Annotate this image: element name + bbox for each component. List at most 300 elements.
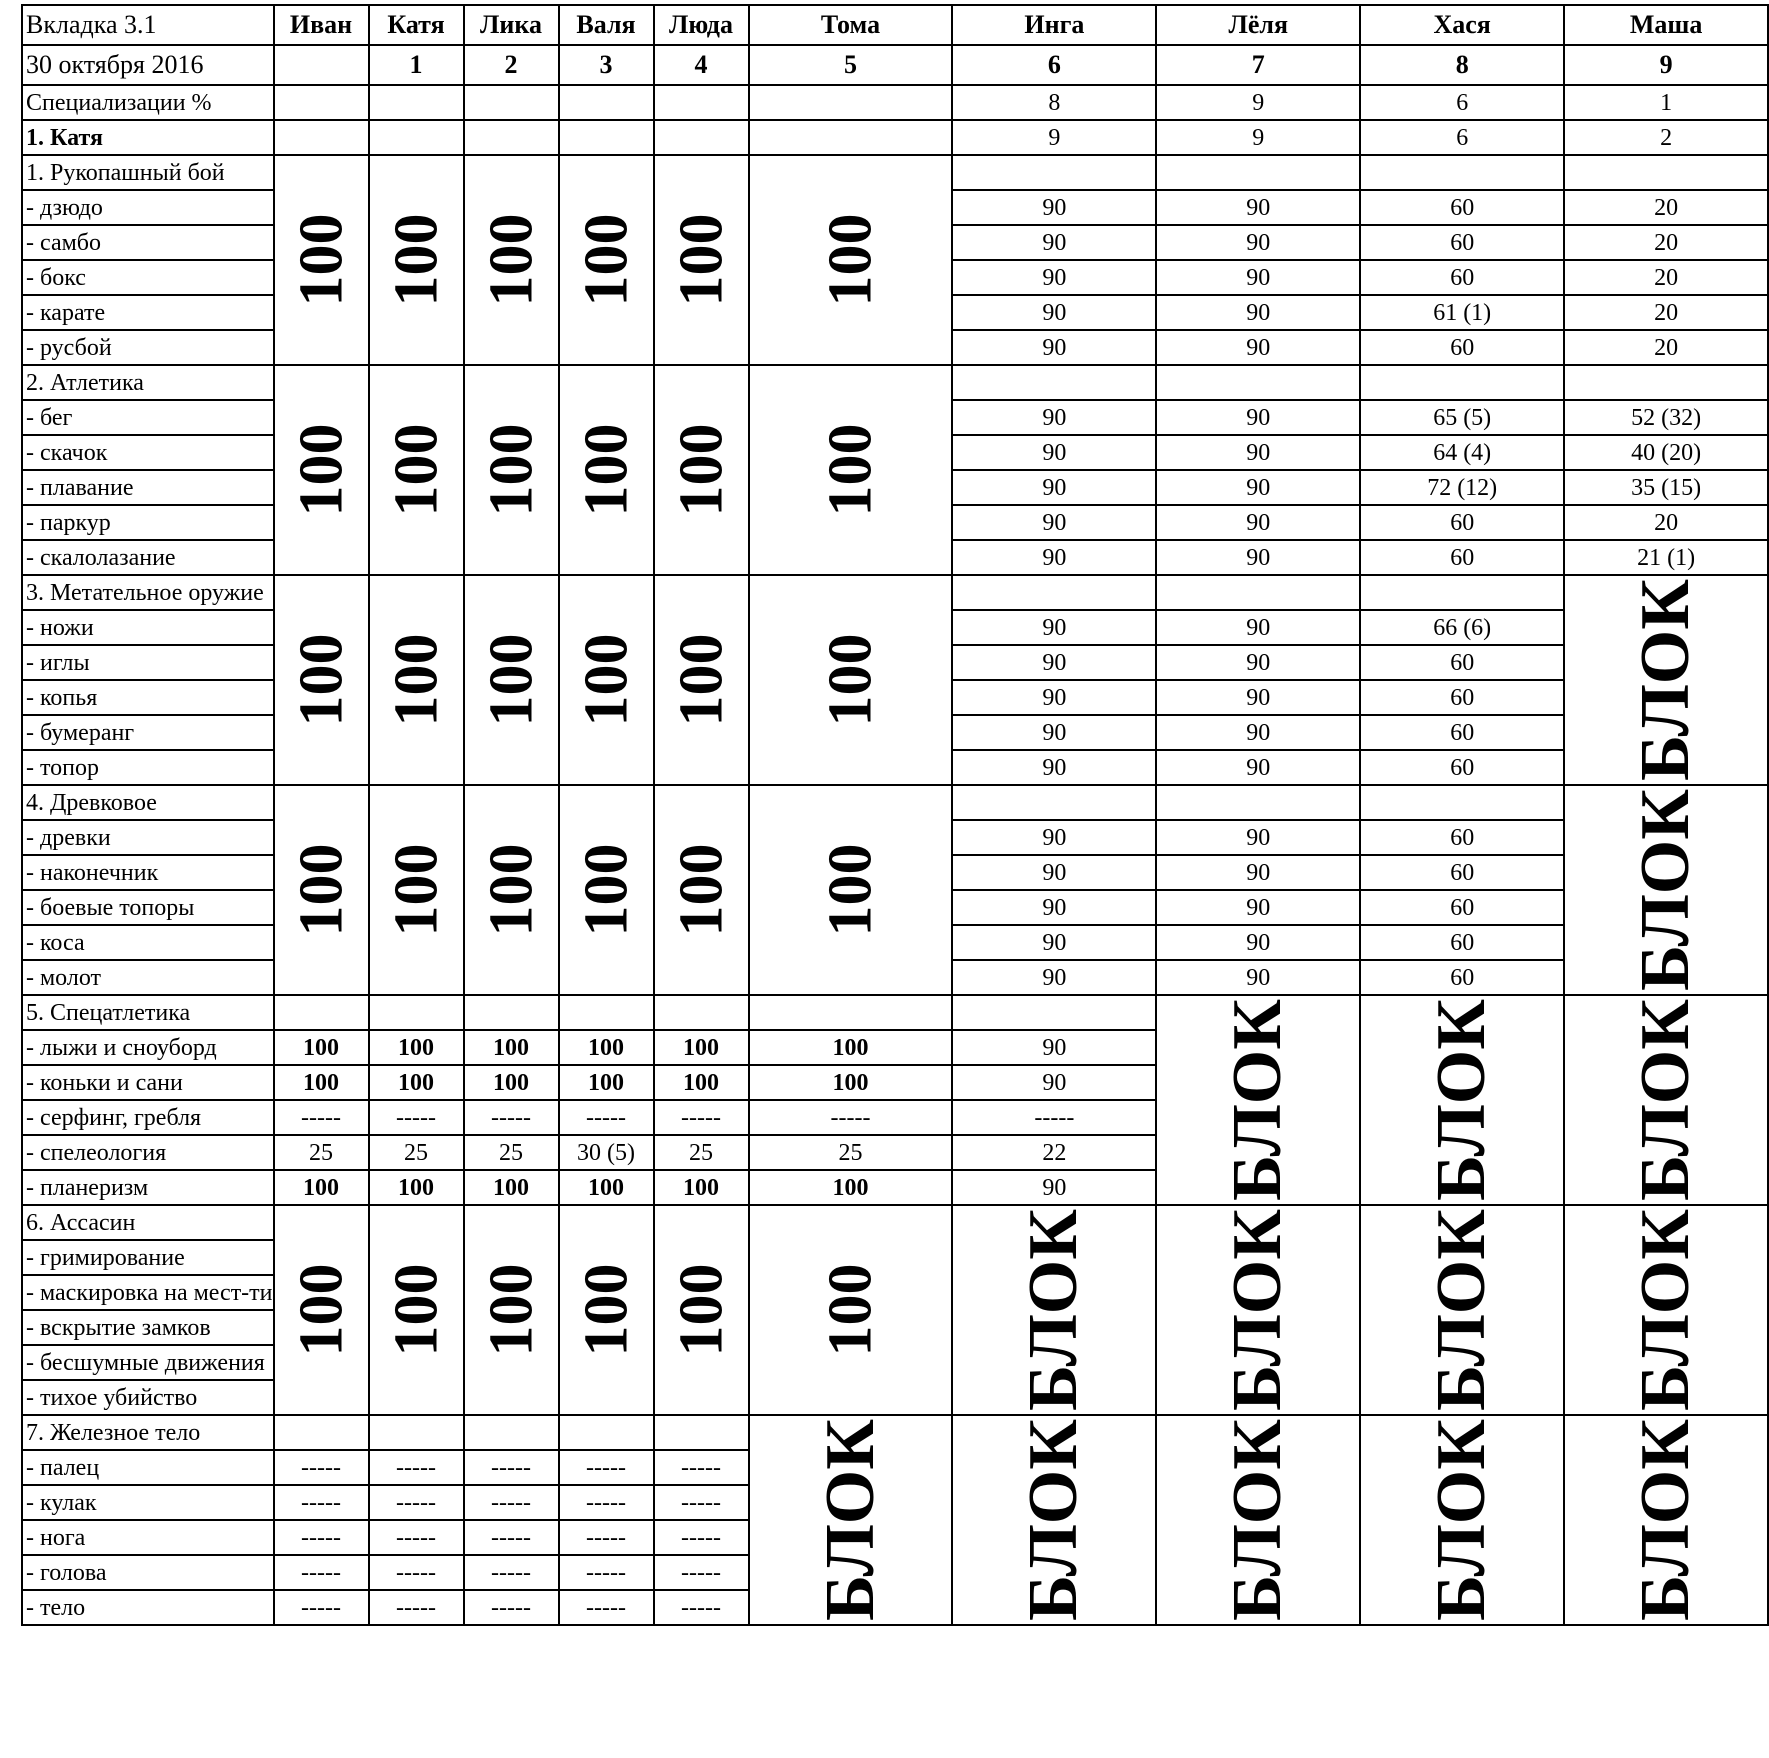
merged-cell [654, 575, 749, 785]
skill-label: - бег [22, 400, 274, 435]
spec-value [274, 85, 369, 120]
empty-cell [1360, 155, 1564, 190]
dash-value: ----- [559, 1555, 654, 1590]
blocked-cell [749, 1415, 953, 1625]
blocked-cell [1156, 1205, 1360, 1415]
empty-cell [274, 995, 369, 1030]
merged-cell [464, 155, 559, 365]
full-value: 100 [667, 213, 736, 307]
blocked-cell [1564, 575, 1768, 785]
header-name: Иван [274, 5, 369, 45]
skill-value: 100 [369, 1065, 464, 1100]
skill-label: - бумеранг [22, 715, 274, 750]
skill-value: ----- [274, 1100, 369, 1135]
skill-value: 90 [952, 540, 1156, 575]
skill-label: - плавание [22, 470, 274, 505]
merged-cell [464, 365, 559, 575]
skill-value: 60 [1360, 505, 1564, 540]
blocked-cell [1564, 1205, 1768, 1415]
skill-label: - древки [22, 820, 274, 855]
blocked-label: БЛОК [1627, 999, 1705, 1201]
skill-value: 25 [274, 1135, 369, 1170]
full-value: 100 [382, 843, 451, 937]
empty-cell [369, 1415, 464, 1450]
skill-label: - коса [22, 925, 274, 960]
skill-value: 90 [952, 505, 1156, 540]
header-name: Маша [1564, 5, 1768, 45]
empty-cell [369, 995, 464, 1030]
dash-value: ----- [274, 1485, 369, 1520]
dash-value: ----- [369, 1450, 464, 1485]
skill-value: 100 [654, 1030, 749, 1065]
empty-cell [1156, 785, 1360, 820]
spec-value: 8 [952, 85, 1156, 120]
katya-value [654, 120, 749, 155]
header-name: Катя [369, 5, 464, 45]
blocked-label: БЛОК [1423, 999, 1501, 1201]
skill-label: - копья [22, 680, 274, 715]
full-value: 100 [287, 633, 356, 727]
empty-cell [952, 995, 1156, 1030]
katya-value: 2 [1564, 120, 1768, 155]
skill-value: 90 [1156, 470, 1360, 505]
header-number: 3 [559, 45, 654, 85]
blocked-cell [1156, 1415, 1360, 1625]
skill-value: 90 [952, 890, 1156, 925]
skill-value: 20 [1564, 225, 1768, 260]
skill-value: 90 [952, 855, 1156, 890]
skill-value: 100 [274, 1170, 369, 1205]
skill-value: 90 [1156, 190, 1360, 225]
table-row [22, 1205, 1768, 1240]
empty-cell [1156, 155, 1360, 190]
table-row [22, 1415, 1768, 1450]
empty-cell [654, 995, 749, 1030]
blocked-cell [1360, 1415, 1564, 1625]
skill-value: 90 [952, 1065, 1156, 1100]
skill-value: 90 [952, 435, 1156, 470]
blocked-label: БЛОК [1627, 1419, 1705, 1621]
full-value: 100 [477, 213, 546, 307]
table-row [22, 45, 1768, 85]
skill-value: 22 [952, 1135, 1156, 1170]
full-value: 100 [382, 423, 451, 517]
dash-value: ----- [369, 1520, 464, 1555]
skill-value: 90 [952, 330, 1156, 365]
skill-value: 60 [1360, 330, 1564, 365]
blocked-cell [1564, 995, 1768, 1205]
skill-value: 90 [1156, 435, 1360, 470]
skill-value: 66 (6) [1360, 610, 1564, 645]
section-title: 3. Метательное оружие [22, 575, 274, 610]
merged-cell [559, 1205, 654, 1415]
merged-cell [369, 155, 464, 365]
merged-cell [274, 1205, 369, 1415]
empty-cell [1156, 575, 1360, 610]
table-row [22, 785, 1768, 820]
skill-value: 100 [369, 1170, 464, 1205]
merged-cell [369, 785, 464, 995]
empty-cell [464, 995, 559, 1030]
section-title: 1. Рукопашный бой [22, 155, 274, 190]
full-value: 100 [667, 843, 736, 937]
skill-value: 20 [1564, 295, 1768, 330]
skill-label: - русбой [22, 330, 274, 365]
skill-value: 64 (4) [1360, 435, 1564, 470]
blocked-label: БЛОК [1219, 1419, 1297, 1621]
merged-cell [749, 1205, 953, 1415]
skill-value: 90 [1156, 505, 1360, 540]
skill-label: - наконечник [22, 855, 274, 890]
skill-value: 60 [1360, 190, 1564, 225]
empty-cell [952, 365, 1156, 400]
merged-cell [749, 575, 953, 785]
skill-value: 40 (20) [1564, 435, 1768, 470]
skill-value: 90 [952, 715, 1156, 750]
dash-value: ----- [654, 1590, 749, 1625]
full-value: 100 [382, 213, 451, 307]
skill-value: 100 [464, 1170, 559, 1205]
katya-value [559, 120, 654, 155]
merged-cell [369, 575, 464, 785]
skill-value: 90 [1156, 330, 1360, 365]
skill-label: - кулак [22, 1485, 274, 1520]
merged-cell [654, 785, 749, 995]
dash-value: ----- [559, 1590, 654, 1625]
dash-value: ----- [464, 1555, 559, 1590]
skill-value: 90 [1156, 260, 1360, 295]
skill-value: 90 [1156, 750, 1360, 785]
skill-value: 60 [1360, 715, 1564, 750]
section-title: 5. Спецатлетика [22, 995, 274, 1030]
merged-cell [464, 785, 559, 995]
full-value: 100 [382, 633, 451, 727]
merged-cell [559, 785, 654, 995]
full-value: 100 [572, 213, 641, 307]
dash-value: ----- [654, 1450, 749, 1485]
empty-cell [654, 1415, 749, 1450]
skill-label: - лыжи и сноуборд [22, 1030, 274, 1065]
dash-value: ----- [369, 1590, 464, 1625]
skill-value: 60 [1360, 225, 1564, 260]
merged-cell [274, 575, 369, 785]
spec-value [749, 85, 953, 120]
skill-label: - топор [22, 750, 274, 785]
skill-label: - ножи [22, 610, 274, 645]
dash-value: ----- [274, 1520, 369, 1555]
empty-cell [952, 155, 1156, 190]
header-number: 4 [654, 45, 749, 85]
header-name: Хася [1360, 5, 1564, 45]
skill-value: 90 [952, 750, 1156, 785]
header-number: 8 [1360, 45, 1564, 85]
full-value: 100 [382, 1263, 451, 1357]
merged-cell [559, 155, 654, 365]
merged-cell [464, 575, 559, 785]
skill-value: 90 [952, 1030, 1156, 1065]
skill-value: ----- [654, 1100, 749, 1135]
skill-value: 20 [1564, 260, 1768, 295]
blocked-cell [1360, 1205, 1564, 1415]
dash-value: ----- [464, 1590, 559, 1625]
skill-value: 100 [559, 1065, 654, 1100]
header-name: Лёля [1156, 5, 1360, 45]
dash-value: ----- [559, 1450, 654, 1485]
skill-label: - бесшумные движения [22, 1345, 274, 1380]
full-value: 100 [667, 1263, 736, 1357]
skill-value: 90 [952, 400, 1156, 435]
merged-cell [654, 155, 749, 365]
table-row [22, 120, 1768, 155]
skill-label: - тихое убийство [22, 1380, 274, 1415]
table-row [22, 365, 1768, 400]
skill-value: 20 [1564, 190, 1768, 225]
blocked-label: БЛОК [1423, 1419, 1501, 1621]
header-number: 5 [749, 45, 953, 85]
merged-cell [369, 365, 464, 575]
full-value: 100 [287, 213, 356, 307]
skill-value: ----- [559, 1100, 654, 1135]
blocked-label: БЛОК [1015, 1209, 1093, 1411]
empty-cell [1156, 365, 1360, 400]
skill-value: 100 [464, 1065, 559, 1100]
header-name: Лика [464, 5, 559, 45]
skill-value: 90 [952, 925, 1156, 960]
empty-cell [1360, 785, 1564, 820]
skill-value: 90 [1156, 645, 1360, 680]
merged-cell [274, 155, 369, 365]
skill-label: - молот [22, 960, 274, 995]
skill-label: - спелеология [22, 1135, 274, 1170]
skill-value: 60 [1360, 680, 1564, 715]
header-number: 9 [1564, 45, 1768, 85]
katya-value: 6 [1360, 120, 1564, 155]
skill-label: - палец [22, 1450, 274, 1485]
blocked-cell [1564, 1415, 1768, 1625]
spec-value: 6 [1360, 85, 1564, 120]
header-name: Валя [559, 5, 654, 45]
dash-value: ----- [464, 1450, 559, 1485]
skill-label: - тело [22, 1590, 274, 1625]
merged-cell [749, 785, 953, 995]
spec-value [654, 85, 749, 120]
skill-value: 65 (5) [1360, 400, 1564, 435]
full-value: 100 [572, 423, 641, 517]
skill-value: ----- [952, 1100, 1156, 1135]
full-value: 100 [477, 633, 546, 727]
empty-cell [559, 995, 654, 1030]
skill-label: - коньки и сани [22, 1065, 274, 1100]
skill-value: 25 [749, 1135, 953, 1170]
table-row [22, 575, 1768, 610]
skill-value: 100 [274, 1065, 369, 1100]
empty-cell [1360, 365, 1564, 400]
section-title: 7. Железное тело [22, 1415, 274, 1450]
merged-cell [654, 365, 749, 575]
empty-cell [464, 1415, 559, 1450]
blocked-label: БЛОК [1423, 1209, 1501, 1411]
skill-value: 20 [1564, 330, 1768, 365]
full-value: 100 [816, 1263, 885, 1357]
dash-value: ----- [559, 1485, 654, 1520]
skills-table [21, 4, 1769, 1626]
dash-value: ----- [559, 1520, 654, 1555]
dash-value: ----- [274, 1555, 369, 1590]
header-name: Инга [952, 5, 1156, 45]
empty-cell [1564, 365, 1768, 400]
full-value: 100 [816, 213, 885, 307]
merged-cell [654, 1205, 749, 1415]
full-value: 100 [287, 843, 356, 937]
merged-cell [274, 365, 369, 575]
empty-cell [559, 1415, 654, 1450]
skill-value: 90 [952, 260, 1156, 295]
skill-value: 90 [952, 645, 1156, 680]
skill-label: - скачок [22, 435, 274, 470]
merged-cell [274, 785, 369, 995]
header-number: 6 [952, 45, 1156, 85]
katya-value [369, 120, 464, 155]
full-value: 100 [287, 1263, 356, 1357]
full-value: 100 [287, 423, 356, 517]
spec-value [559, 85, 654, 120]
skill-value: 60 [1360, 890, 1564, 925]
skill-value: 60 [1360, 750, 1564, 785]
dash-value: ----- [654, 1520, 749, 1555]
merged-cell [749, 155, 953, 365]
skill-value: 100 [749, 1065, 953, 1100]
empty-cell [952, 785, 1156, 820]
empty-cell [1564, 155, 1768, 190]
skill-value: 100 [369, 1030, 464, 1065]
skill-value: 25 [369, 1135, 464, 1170]
skill-value: ----- [749, 1100, 953, 1135]
skill-label: - маскировка на мест-ти [22, 1275, 274, 1310]
skill-value: 90 [1156, 890, 1360, 925]
header-name: Люда [654, 5, 749, 45]
skill-value: 90 [1156, 610, 1360, 645]
blocked-cell [952, 1415, 1156, 1625]
skill-value: 60 [1360, 855, 1564, 890]
katya-value: 9 [952, 120, 1156, 155]
skill-value: 90 [952, 680, 1156, 715]
skill-value: 90 [952, 295, 1156, 330]
dash-value: ----- [654, 1555, 749, 1590]
skill-value: 20 [1564, 505, 1768, 540]
spec-value [464, 85, 559, 120]
section-title: 2. Атлетика [22, 365, 274, 400]
skill-value: 35 (15) [1564, 470, 1768, 505]
skill-value: 60 [1360, 960, 1564, 995]
skill-value: 100 [274, 1030, 369, 1065]
katya-value [464, 120, 559, 155]
specializations-label: Специализации % [22, 85, 274, 120]
blocked-label: БЛОК [1219, 1209, 1297, 1411]
skill-label: - самбо [22, 225, 274, 260]
full-value: 100 [667, 423, 736, 517]
section-title: 4. Древковое [22, 785, 274, 820]
full-value: 100 [816, 633, 885, 727]
skill-label: - гримирование [22, 1240, 274, 1275]
skill-value: 100 [559, 1170, 654, 1205]
skill-value: 100 [749, 1170, 953, 1205]
skill-label: - голова [22, 1555, 274, 1590]
dash-value: ----- [274, 1590, 369, 1625]
skill-value: 90 [952, 820, 1156, 855]
skill-label: - вскрытие замков [22, 1310, 274, 1345]
skill-value: 90 [1156, 925, 1360, 960]
blocked-label: БЛОК [1219, 999, 1297, 1201]
header-number: 7 [1156, 45, 1360, 85]
full-value: 100 [572, 1263, 641, 1357]
skill-value: 90 [1156, 680, 1360, 715]
blocked-label: БЛОК [1627, 579, 1705, 781]
empty-cell [952, 575, 1156, 610]
skill-label: - боевые топоры [22, 890, 274, 925]
dash-value: ----- [464, 1485, 559, 1520]
table-row [22, 995, 1768, 1030]
skill-label: - иглы [22, 645, 274, 680]
skill-label: - дзюдо [22, 190, 274, 225]
skill-value: 100 [464, 1030, 559, 1065]
skill-value: 90 [1156, 855, 1360, 890]
skill-label: - паркур [22, 505, 274, 540]
header-number: 1 [369, 45, 464, 85]
skill-value: 61 (1) [1360, 295, 1564, 330]
blocked-cell [952, 1205, 1156, 1415]
skill-value: 52 (32) [1564, 400, 1768, 435]
header-name: Тома [749, 5, 953, 45]
table-row [22, 85, 1768, 120]
full-value: 100 [477, 843, 546, 937]
skill-value: 90 [1156, 225, 1360, 260]
table-row [22, 155, 1768, 190]
tab-title: Вкладка 3.1 [22, 5, 274, 45]
skill-value: ----- [369, 1100, 464, 1135]
skill-value: 60 [1360, 925, 1564, 960]
merged-cell [559, 575, 654, 785]
blocked-cell [1156, 995, 1360, 1205]
skill-value: 21 (1) [1564, 540, 1768, 575]
blocked-label: БЛОК [1627, 789, 1705, 991]
blocked-cell [1360, 995, 1564, 1205]
skill-value: 25 [464, 1135, 559, 1170]
skill-value: ----- [464, 1100, 559, 1135]
skill-value: 90 [952, 1170, 1156, 1205]
full-value: 100 [477, 423, 546, 517]
section-title: 6. Ассасин [22, 1205, 274, 1240]
merged-cell [369, 1205, 464, 1415]
dash-value: ----- [369, 1555, 464, 1590]
full-value: 100 [477, 1263, 546, 1357]
empty-cell [749, 995, 953, 1030]
skill-label: - бокс [22, 260, 274, 295]
skill-value: 90 [952, 960, 1156, 995]
skill-value: 60 [1360, 820, 1564, 855]
dash-value: ----- [369, 1485, 464, 1520]
skill-label: - серфинг, гребля [22, 1100, 274, 1135]
katya-value [274, 120, 369, 155]
dash-value: ----- [274, 1450, 369, 1485]
spec-value [369, 85, 464, 120]
skill-value: 72 (12) [1360, 470, 1564, 505]
merged-cell [464, 1205, 559, 1415]
skill-value: 90 [952, 225, 1156, 260]
skill-value: 30 (5) [559, 1135, 654, 1170]
skill-value: 90 [1156, 540, 1360, 575]
skill-value: 90 [1156, 295, 1360, 330]
full-value: 100 [816, 843, 885, 937]
